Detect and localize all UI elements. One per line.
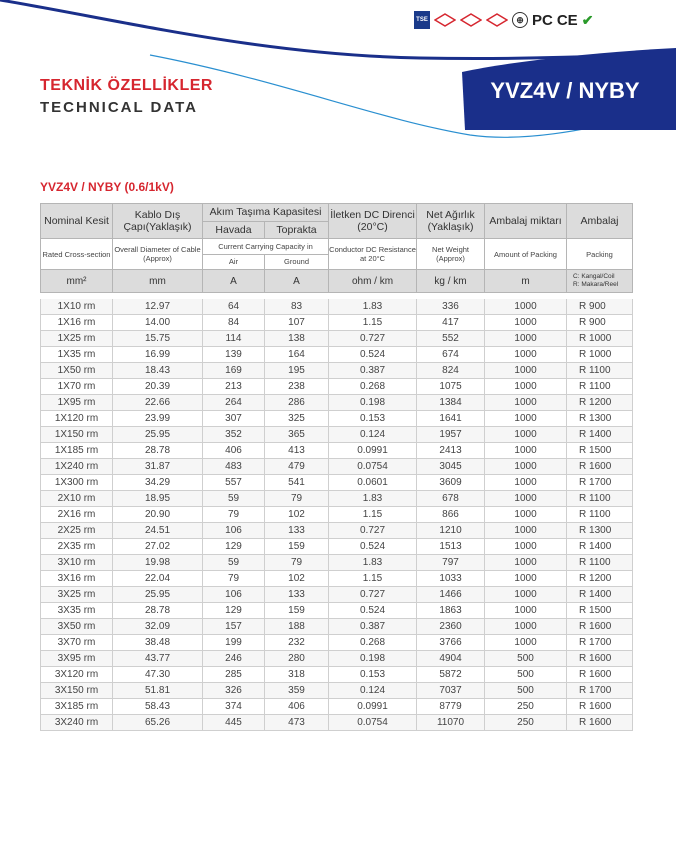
- table-row: [41, 475, 633, 491]
- cell-packing: R 1500: [567, 603, 633, 619]
- product-name: YVZ4V / NYBY: [490, 78, 640, 103]
- cell-diameter: 22.66: [113, 395, 203, 411]
- cell-packing-amount: 1000: [485, 315, 567, 331]
- table-row: [41, 315, 633, 331]
- cell-diameter: 22.04: [113, 571, 203, 587]
- cell-diameter: 38.48: [113, 635, 203, 651]
- cell-current-ground: 79: [265, 555, 329, 571]
- cell-resistance: 1.83: [329, 555, 417, 571]
- cell-current-ground: 79: [265, 491, 329, 507]
- cell-cross-section: 1X35 rm: [41, 347, 113, 363]
- cell-packing: R 1600: [567, 667, 633, 683]
- cell-weight: 678: [417, 491, 485, 507]
- cell-packing: R 1100: [567, 379, 633, 395]
- cell-cross-section: 3X35 rm: [41, 603, 113, 619]
- cell-current-air: 199: [203, 635, 265, 651]
- cell-packing: R 1000: [567, 347, 633, 363]
- cell-weight: 5872: [417, 667, 485, 683]
- table-row: [41, 331, 633, 347]
- cell-current-ground: 318: [265, 667, 329, 683]
- cell-packing-amount: 1000: [485, 299, 567, 315]
- cell-packing-amount: 1000: [485, 571, 567, 587]
- tse-logo-icon: TSE: [414, 11, 430, 29]
- cell-diameter: 20.39: [113, 379, 203, 395]
- header-diameter: Kablo Dış Çapı(Yaklaşık): [113, 204, 203, 239]
- header-en-packing-amount: Amount of Packing: [485, 239, 567, 270]
- cell-cross-section: 2X16 rm: [41, 507, 113, 523]
- cell-resistance: 0.153: [329, 667, 417, 683]
- cell-resistance: 1.15: [329, 571, 417, 587]
- cell-resistance: 0.727: [329, 587, 417, 603]
- cell-current-air: 285: [203, 667, 265, 683]
- cell-current-air: 246: [203, 651, 265, 667]
- cell-diameter: 32.09: [113, 619, 203, 635]
- cell-packing-amount: 1000: [485, 539, 567, 555]
- cell-current-air: 64: [203, 299, 265, 315]
- cell-weight: 1033: [417, 571, 485, 587]
- cell-packing-amount: 1000: [485, 491, 567, 507]
- cell-diameter: 31.87: [113, 459, 203, 475]
- cert-diamond-icon: [486, 13, 508, 27]
- cell-packing: R 1500: [567, 443, 633, 459]
- cell-current-air: 213: [203, 379, 265, 395]
- cell-weight: 336: [417, 299, 485, 315]
- table-row: [41, 523, 633, 539]
- unit-weight: kg / km: [417, 270, 485, 293]
- table-row: [41, 539, 633, 555]
- cell-packing-amount: 1000: [485, 427, 567, 443]
- cell-current-ground: 286: [265, 395, 329, 411]
- cell-cross-section: 1X120 rm: [41, 411, 113, 427]
- table-row: [41, 459, 633, 475]
- table-row: [41, 683, 633, 699]
- cell-current-ground: 159: [265, 539, 329, 555]
- cell-cross-section: 3X240 rm: [41, 715, 113, 731]
- cell-packing-amount: 500: [485, 651, 567, 667]
- cell-diameter: 23.99: [113, 411, 203, 427]
- cell-packing-amount: 1000: [485, 443, 567, 459]
- cell-packing: R 1300: [567, 411, 633, 427]
- cell-packing: R 1000: [567, 331, 633, 347]
- cell-current-air: 374: [203, 699, 265, 715]
- cell-packing: R 1300: [567, 523, 633, 539]
- cell-diameter: 27.02: [113, 539, 203, 555]
- cell-current-ground: 164: [265, 347, 329, 363]
- cell-resistance: 1.15: [329, 315, 417, 331]
- cell-diameter: 47.30: [113, 667, 203, 683]
- unit-nominal: mm²: [41, 270, 113, 293]
- cell-resistance: 0.124: [329, 427, 417, 443]
- cell-cross-section: 3X50 rm: [41, 619, 113, 635]
- cell-current-air: 139: [203, 347, 265, 363]
- header-nominal: Nominal Kesit: [41, 204, 113, 239]
- cell-current-ground: 83: [265, 299, 329, 315]
- cell-cross-section: 3X25 rm: [41, 587, 113, 603]
- rohs-check-icon: ✔: [581, 11, 594, 28]
- cell-current-ground: 107: [265, 315, 329, 331]
- cell-cross-section: 1X150 rm: [41, 427, 113, 443]
- table-body: [41, 299, 633, 731]
- cell-weight: 824: [417, 363, 485, 379]
- cert-circle-icon: ⊕: [512, 12, 528, 28]
- cell-packing-amount: 1000: [485, 363, 567, 379]
- cell-weight: 797: [417, 555, 485, 571]
- cell-packing: R 1100: [567, 555, 633, 571]
- table-row: [41, 347, 633, 363]
- cell-packing-amount: 1000: [485, 379, 567, 395]
- cell-current-ground: 280: [265, 651, 329, 667]
- cell-packing: R 1600: [567, 651, 633, 667]
- cell-packing-amount: 1000: [485, 555, 567, 571]
- cell-cross-section: 1X240 rm: [41, 459, 113, 475]
- cell-packing: R 1700: [567, 475, 633, 491]
- cell-packing-amount: 250: [485, 699, 567, 715]
- cell-current-ground: 159: [265, 603, 329, 619]
- cell-weight: 1075: [417, 379, 485, 395]
- cell-weight: 3045: [417, 459, 485, 475]
- header-en-weight: Net Weight (Approx): [417, 239, 485, 270]
- cell-current-ground: 238: [265, 379, 329, 395]
- header-ground: Toprakta: [265, 221, 329, 239]
- cell-cross-section: 2X35 rm: [41, 539, 113, 555]
- cell-packing-amount: 250: [485, 715, 567, 731]
- cell-weight: 3766: [417, 635, 485, 651]
- cell-packing-amount: 1000: [485, 619, 567, 635]
- cell-resistance: 0.727: [329, 523, 417, 539]
- cell-current-air: 352: [203, 427, 265, 443]
- unit-resistance: ohm / km: [329, 270, 417, 293]
- cell-resistance: 0.0991: [329, 443, 417, 459]
- table-row: [41, 443, 633, 459]
- cell-resistance: 0.153: [329, 411, 417, 427]
- table-subtitle: YVZ4V / NYBY (0.6/1kV): [40, 180, 174, 194]
- cell-current-air: 84: [203, 315, 265, 331]
- cell-diameter: 15.75: [113, 331, 203, 347]
- page-header: [0, 0, 676, 160]
- table-row: [41, 395, 633, 411]
- cell-weight: 1466: [417, 587, 485, 603]
- cell-resistance: 1.15: [329, 507, 417, 523]
- cell-diameter: 18.95: [113, 491, 203, 507]
- cell-diameter: 25.95: [113, 427, 203, 443]
- cell-packing: R 1400: [567, 587, 633, 603]
- cell-cross-section: 1X300 rm: [41, 475, 113, 491]
- cell-current-ground: 188: [265, 619, 329, 635]
- cell-resistance: 1.83: [329, 491, 417, 507]
- cell-resistance: 0.524: [329, 347, 417, 363]
- header-en-resistance: Conductor DC Resistance at 20°C: [329, 239, 417, 270]
- unit-diameter: mm: [113, 270, 203, 293]
- cell-resistance: 0.387: [329, 363, 417, 379]
- cell-packing-amount: 1000: [485, 411, 567, 427]
- cell-packing: R 1600: [567, 619, 633, 635]
- cell-diameter: 14.00: [113, 315, 203, 331]
- technical-data-table: [40, 203, 633, 731]
- cell-cross-section: 1X16 rm: [41, 315, 113, 331]
- table-row: [41, 299, 633, 315]
- cell-current-air: 59: [203, 555, 265, 571]
- cell-resistance: 0.524: [329, 603, 417, 619]
- cell-packing-amount: 1000: [485, 587, 567, 603]
- table-row: [41, 363, 633, 379]
- cell-current-air: 445: [203, 715, 265, 731]
- cell-diameter: 20.90: [113, 507, 203, 523]
- header-packing: Ambalaj: [567, 204, 633, 239]
- cell-cross-section: 1X10 rm: [41, 299, 113, 315]
- unit-ground: A: [265, 270, 329, 293]
- cell-diameter: 16.99: [113, 347, 203, 363]
- cell-current-air: 129: [203, 603, 265, 619]
- certification-logos: [414, 10, 593, 30]
- cell-cross-section: 2X10 rm: [41, 491, 113, 507]
- cell-packing-amount: 1000: [485, 459, 567, 475]
- cell-cross-section: 1X95 rm: [41, 395, 113, 411]
- cell-diameter: 12.97: [113, 299, 203, 315]
- unit-packing-amount: m: [485, 270, 567, 293]
- cell-cross-section: 1X25 rm: [41, 331, 113, 347]
- cell-packing: R 1700: [567, 683, 633, 699]
- cell-packing: R 1100: [567, 491, 633, 507]
- cell-diameter: 65.26: [113, 715, 203, 731]
- unit-packing-line1: C: Kangal/Coil: [573, 273, 615, 280]
- cell-cross-section: 3X70 rm: [41, 635, 113, 651]
- table-row: [41, 619, 633, 635]
- cell-current-ground: 102: [265, 507, 329, 523]
- cell-packing-amount: 500: [485, 667, 567, 683]
- cell-cross-section: 3X16 rm: [41, 571, 113, 587]
- cell-packing: R 1200: [567, 395, 633, 411]
- cell-weight: 2413: [417, 443, 485, 459]
- cell-weight: 2360: [417, 619, 485, 635]
- cert-diamond-icon: [434, 13, 456, 27]
- cell-current-air: 157: [203, 619, 265, 635]
- cell-current-ground: 365: [265, 427, 329, 443]
- table-row: [41, 587, 633, 603]
- cell-weight: 552: [417, 331, 485, 347]
- cell-diameter: 58.43: [113, 699, 203, 715]
- table-row: [41, 427, 633, 443]
- header-resistance: İletken DC Direnci (20°C): [329, 204, 417, 239]
- header-air: Havada: [203, 221, 265, 239]
- title-turkish: TEKNİK ÖZELLİKLER: [40, 77, 213, 94]
- cell-resistance: 0.198: [329, 651, 417, 667]
- cell-diameter: 25.95: [113, 587, 203, 603]
- cell-current-air: 106: [203, 587, 265, 603]
- header-en-packing: Packing: [567, 239, 633, 270]
- cell-packing: R 900: [567, 299, 633, 315]
- cell-weight: 1210: [417, 523, 485, 539]
- cell-packing: R 1100: [567, 363, 633, 379]
- cell-current-air: 307: [203, 411, 265, 427]
- cell-packing-amount: 1000: [485, 523, 567, 539]
- cell-resistance: 0.524: [329, 539, 417, 555]
- cell-current-ground: 133: [265, 523, 329, 539]
- cell-current-air: 326: [203, 683, 265, 699]
- unit-packing-line2: R: Makara/Reel: [573, 281, 619, 288]
- cell-current-air: 406: [203, 443, 265, 459]
- cell-weight: 1641: [417, 411, 485, 427]
- cell-diameter: 34.29: [113, 475, 203, 491]
- table-row: [41, 555, 633, 571]
- table-row: [41, 571, 633, 587]
- cell-packing: R 1600: [567, 715, 633, 731]
- cell-weight: 11070: [417, 715, 485, 731]
- cell-current-ground: 138: [265, 331, 329, 347]
- cell-packing: R 1600: [567, 459, 633, 475]
- cell-resistance: 0.0601: [329, 475, 417, 491]
- cell-diameter: 43.77: [113, 651, 203, 667]
- cell-resistance: 1.83: [329, 299, 417, 315]
- table-row: [41, 715, 633, 731]
- cell-diameter: 19.98: [113, 555, 203, 571]
- cell-weight: 674: [417, 347, 485, 363]
- cell-current-ground: 232: [265, 635, 329, 651]
- cell-weight: 4904: [417, 651, 485, 667]
- cell-packing: R 1400: [567, 539, 633, 555]
- cell-weight: 866: [417, 507, 485, 523]
- cell-current-air: 557: [203, 475, 265, 491]
- cell-current-air: 169: [203, 363, 265, 379]
- cell-resistance: 0.0754: [329, 459, 417, 475]
- cell-current-ground: 325: [265, 411, 329, 427]
- cell-current-air: 59: [203, 491, 265, 507]
- cell-resistance: 0.387: [329, 619, 417, 635]
- cell-packing-amount: 1000: [485, 475, 567, 491]
- cell-resistance: 0.0754: [329, 715, 417, 731]
- cell-packing-amount: 1000: [485, 507, 567, 523]
- cell-packing-amount: 500: [485, 683, 567, 699]
- header-en-diameter: Overall Diameter of Cable (Approx): [113, 239, 203, 270]
- cell-current-ground: 359: [265, 683, 329, 699]
- cell-cross-section: 2X25 rm: [41, 523, 113, 539]
- cell-packing: R 1100: [567, 507, 633, 523]
- cell-packing: R 900: [567, 315, 633, 331]
- table-row: [41, 411, 633, 427]
- pc-mark-icon: PC: [532, 11, 553, 29]
- table-row: [41, 379, 633, 395]
- cell-resistance: 0.268: [329, 379, 417, 395]
- cell-weight: 1384: [417, 395, 485, 411]
- header-packing-amount: Ambalaj miktarı: [485, 204, 567, 239]
- cell-current-air: 79: [203, 571, 265, 587]
- title-english: TECHNICAL DATA: [40, 99, 198, 116]
- cell-packing-amount: 1000: [485, 331, 567, 347]
- cell-packing: R 1200: [567, 571, 633, 587]
- cell-diameter: 51.81: [113, 683, 203, 699]
- cell-packing: R 1700: [567, 635, 633, 651]
- cell-current-ground: 541: [265, 475, 329, 491]
- header-weight: Net Ağırlık (Yaklaşık): [417, 204, 485, 239]
- cell-packing: R 1600: [567, 699, 633, 715]
- cell-packing-amount: 1000: [485, 347, 567, 363]
- cell-current-ground: 195: [265, 363, 329, 379]
- header-current: Akım Taşıma Kapasitesi: [203, 204, 329, 222]
- cell-cross-section: 3X95 rm: [41, 651, 113, 667]
- cell-cross-section: 3X150 rm: [41, 683, 113, 699]
- cell-current-air: 483: [203, 459, 265, 475]
- unit-air: A: [203, 270, 265, 293]
- cell-weight: 417: [417, 315, 485, 331]
- table-row: [41, 651, 633, 667]
- table-row: [41, 491, 633, 507]
- cell-current-air: 79: [203, 507, 265, 523]
- cell-diameter: 28.78: [113, 603, 203, 619]
- table-row: [41, 507, 633, 523]
- cell-packing: R 1400: [567, 427, 633, 443]
- cell-resistance: 0.198: [329, 395, 417, 411]
- cell-weight: 3609: [417, 475, 485, 491]
- table-row: [41, 635, 633, 651]
- cell-weight: 1957: [417, 427, 485, 443]
- table-row: [41, 667, 633, 683]
- cell-diameter: 18.43: [113, 363, 203, 379]
- table-row: [41, 699, 633, 715]
- cell-current-ground: 102: [265, 571, 329, 587]
- cell-weight: 8779: [417, 699, 485, 715]
- cell-cross-section: 3X120 rm: [41, 667, 113, 683]
- cell-current-ground: 133: [265, 587, 329, 603]
- cell-packing-amount: 1000: [485, 603, 567, 619]
- cell-resistance: 0.268: [329, 635, 417, 651]
- cell-current-ground: 413: [265, 443, 329, 459]
- table-row: [41, 603, 633, 619]
- cell-weight: 7037: [417, 683, 485, 699]
- cell-current-ground: 473: [265, 715, 329, 731]
- cert-diamond-icon: [460, 13, 482, 27]
- cell-resistance: 0.727: [329, 331, 417, 347]
- cell-diameter: 28.78: [113, 443, 203, 459]
- cell-weight: 1513: [417, 539, 485, 555]
- cell-diameter: 24.51: [113, 523, 203, 539]
- cell-current-ground: 479: [265, 459, 329, 475]
- cell-current-air: 114: [203, 331, 265, 347]
- ce-mark-icon: CE: [556, 11, 578, 29]
- cell-cross-section: 1X50 rm: [41, 363, 113, 379]
- cell-packing-amount: 1000: [485, 635, 567, 651]
- header-en-current: Current Carrying Capacity in: [203, 239, 329, 255]
- cell-cross-section: 3X10 rm: [41, 555, 113, 571]
- cell-cross-section: 1X185 rm: [41, 443, 113, 459]
- cell-current-air: 264: [203, 395, 265, 411]
- cell-packing-amount: 1000: [485, 395, 567, 411]
- cell-current-air: 106: [203, 523, 265, 539]
- cell-resistance: 0.0991: [329, 699, 417, 715]
- header-en-ground: Ground: [265, 254, 329, 270]
- cell-weight: 1863: [417, 603, 485, 619]
- cell-resistance: 0.124: [329, 683, 417, 699]
- cell-cross-section: 1X70 rm: [41, 379, 113, 395]
- header-en-nominal: Rated Cross-section: [41, 239, 113, 270]
- cell-current-air: 129: [203, 539, 265, 555]
- cell-current-ground: 406: [265, 699, 329, 715]
- unit-packing: [567, 270, 633, 293]
- header-en-air: Air: [203, 254, 265, 270]
- cell-cross-section: 3X185 rm: [41, 699, 113, 715]
